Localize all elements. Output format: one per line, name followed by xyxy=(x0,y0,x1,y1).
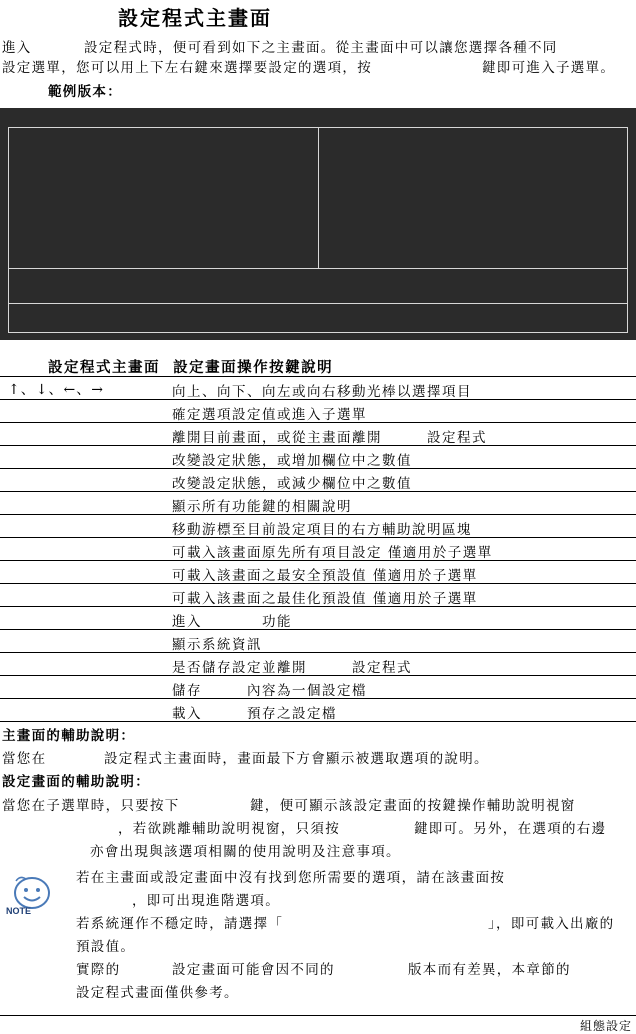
desc-cell: 顯示所有功能鍵的相關說明 xyxy=(172,499,352,515)
note-line3-start: 若系統運作不穩定時，請選擇「 xyxy=(76,916,284,932)
sub-help-line1-start: 當您在子選單時，只要按下 xyxy=(2,798,180,814)
intro-line1-start: 進入 xyxy=(2,40,32,56)
table-row xyxy=(0,699,636,722)
key-cell: ↑、↓、←、→ xyxy=(8,382,104,398)
table-row xyxy=(0,400,636,423)
desc-cell: 是否儲存設定並離開 設定程式 xyxy=(172,660,412,676)
desc-cell: 載入 預存之設定檔 xyxy=(172,706,337,722)
desc-cell: 可載入該畫面之最安全預設值 僅適用於子選單 xyxy=(172,568,478,584)
page-title: 設定程式主畫面 xyxy=(118,6,272,30)
sub-help-line3: 亦會出現與該選項相關的使用說明及注意事項。 xyxy=(90,844,401,860)
desc-cell: 顯示系統資訊 xyxy=(172,637,262,653)
table-row xyxy=(0,377,636,400)
main-help-text-rest: 設定程式主畫面時，畫面最下方會顯示被選取選項的說明。 xyxy=(104,751,489,767)
bios-divider-vertical xyxy=(318,128,319,268)
note-line1: 若在主畫面或設定畫面中沒有找到您所需要的選項，請在該畫面按 xyxy=(76,870,506,886)
footer-rule xyxy=(0,1015,636,1016)
sample-version-label: 範例版本： xyxy=(48,84,122,100)
desc-cell: 移動游標至目前設定項目的右方輔助說明區塊 xyxy=(172,522,472,538)
desc-cell: 儲存 內容為一個設定檔 xyxy=(172,683,367,699)
key-table xyxy=(0,376,636,722)
note-line5-c: 版本而有差異，本章節的 xyxy=(408,962,571,978)
key-table-title-a: 設定程式主畫面 xyxy=(48,359,160,376)
note-icon xyxy=(6,873,58,921)
main-help-text-start: 當您在 xyxy=(2,751,47,767)
sub-help-line2-start: ，若欲跳離輔助說明視窗，只須按 xyxy=(118,821,340,837)
footer-section-label: 組態設定 xyxy=(579,1019,632,1033)
intro-line2-rest: 鍵即可進入子選單。 xyxy=(482,60,616,76)
desc-cell: 可載入該畫面原先所有項目設定 僅適用於子選單 xyxy=(172,545,493,561)
sub-help-line1-rest: 鍵，便可顯示該設定畫面的按鍵操作輔助說明視窗 xyxy=(250,798,576,814)
table-row xyxy=(0,423,636,446)
desc-cell: 進入 功能 xyxy=(172,614,292,630)
note-icon-label: NOTE xyxy=(6,906,32,916)
table-row xyxy=(0,469,636,492)
key-table-title-b: 設定畫面操作按鍵說明 xyxy=(173,359,334,376)
desc-cell: 改變設定狀態，或減少欄位中之數值 xyxy=(172,476,412,492)
key-table-title xyxy=(48,356,333,377)
bios-divider-1 xyxy=(9,268,627,269)
table-row xyxy=(0,676,636,699)
table-row xyxy=(0,492,636,515)
table-row xyxy=(0,561,636,584)
main-help-heading: 主畫面的輔助說明： xyxy=(2,728,136,744)
bios-divider-2 xyxy=(9,303,627,304)
note-line6: 設定程式畫面僅供參考。 xyxy=(76,985,239,1001)
note-line2: ，即可出現進階選項。 xyxy=(132,893,280,909)
note-line5-a: 實際的 xyxy=(76,962,121,978)
desc-cell: 離開目前畫面，或從主畫面離開 設定程式 xyxy=(172,430,487,446)
note-line4: 預設值。 xyxy=(76,939,136,955)
desc-cell: 改變設定狀態，或增加欄位中之數值 xyxy=(172,453,412,469)
sub-help-line2-rest: 鍵即可。另外，在選項的右邊 xyxy=(414,821,607,837)
table-row xyxy=(0,538,636,561)
sub-help-heading: 設定畫面的輔助說明： xyxy=(2,774,150,790)
note-line5-b: 設定畫面可能會因不同的 xyxy=(172,962,335,978)
desc-cell: 向上、向下、向左或向右移動光棒以選擇項目 xyxy=(172,384,472,400)
intro-line1-rest: 設定程式時，便可看到如下之主畫面。從主畫面中可以讓您選擇各種不同 xyxy=(84,40,558,56)
table-row xyxy=(0,515,636,538)
desc-cell: 確定選項設定值或進入子選單 xyxy=(172,407,367,423)
intro-line2-start: 設定選單，您可以用上下左右鍵來選擇要設定的選項，按 xyxy=(2,60,372,76)
table-row xyxy=(0,446,636,469)
table-row xyxy=(0,653,636,676)
table-row xyxy=(0,630,636,653)
table-row xyxy=(0,584,636,607)
desc-cell: 可載入該畫面之最佳化預設值 僅適用於子選單 xyxy=(172,591,478,607)
table-row xyxy=(0,607,636,630)
note-line3-rest: 」，即可載入出廠的 xyxy=(488,916,615,932)
